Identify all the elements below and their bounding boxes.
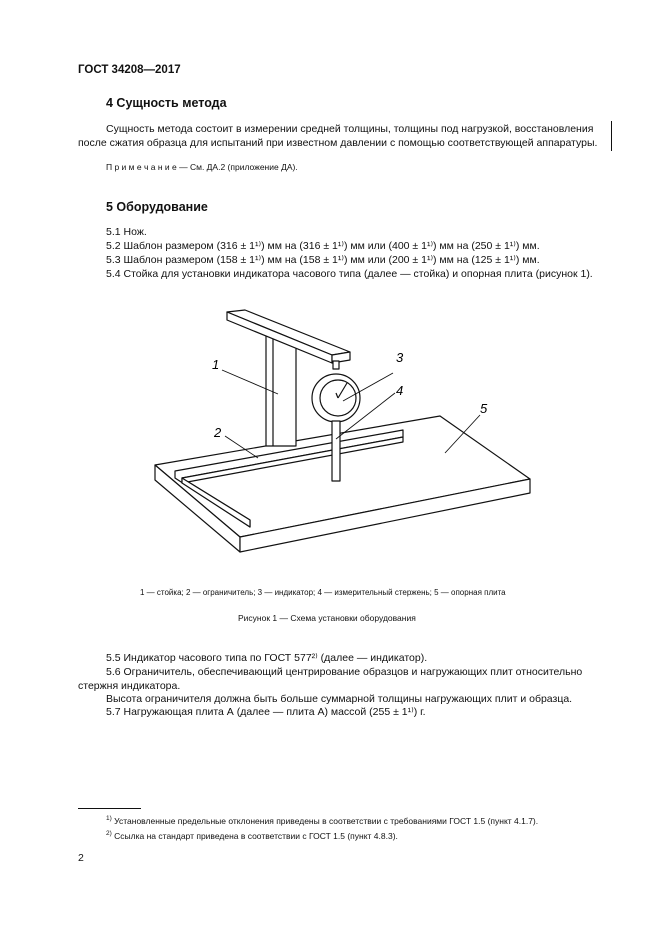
section-4-paragraph-line2: после сжатия образца для испытаний при известном давлении с помощью соответствующей аппаратуры. [78,137,598,149]
section-4-paragraph-line1: Сущность метода состоит в измерении средней толщины, толщины под нагрузкой, восстановления [106,123,594,135]
figure-1-legend: 1 — стойка; 2 — ограничитель; 3 — индикатор; 4 — измерительный стержень; 5 — опорная плита [140,588,506,597]
document-header: ГОСТ 34208—2017 [78,64,181,76]
item-5-6-line2: стержня индикатора. [78,680,181,692]
footnote-1-mark: 1) [106,815,112,822]
revision-bar [611,121,612,151]
item-5-2: 5.2 Шаблон размером (316 ± 1¹⁾) мм на (316 ± 1¹⁾) мм или (400 ± 1¹⁾) мм на (250 ± 1¹⁾) мм. [106,240,540,252]
item-5-5: 5.5 Индикатор часового типа по ГОСТ 577²⁾ (далее — индикатор). [106,652,428,664]
section-4-title: 4 Сущность метода [106,96,227,110]
item-5-4: 5.4 Стойка для установки индикатора часового типа (далее — стойка) и опорная плита (рисунок 1). [106,268,593,280]
indicator-mount [333,361,339,369]
label-5: 5 [480,401,488,416]
label-1: 1 [212,357,220,372]
item-5-6-line3: Высота ограничителя должна быть больше суммарной толщины нагружающих плит и образца. [106,693,573,705]
footnote-1-text: Установленные предельные отклонения приведены в соответствии с требованиями ГОСТ 1.5 (пункт 4.1.7). [114,815,539,826]
footnote-2 [106,830,398,841]
label-2: 2 [214,425,222,440]
item-5-3: 5.3 Шаблон размером (158 ± 1¹⁾) мм на (158 ± 1¹⁾) мм или (200 ± 1¹⁾) мм на (125 ± 1¹⁾) мм. [106,254,540,266]
label-4: 4 [396,383,404,398]
label-3: 3 [396,350,404,365]
item-5-1: 5.1 Нож. [106,226,147,238]
item-5-7: 5.7 Нагружающая плита А (далее — плита А) массой (255 ± 1¹⁾) г. [106,706,426,718]
measuring-rod [332,421,340,481]
page-number: 2 [78,852,84,864]
footnote-2-text: Ссылка на стандарт приведена в соответствии с ГОСТ 1.5 (пункт 4.8.3). [114,830,398,841]
section-4-note: П р и м е ч а н и е — См. ДА.2 (приложение ДА). [106,162,298,172]
section-5-title: 5 Оборудование [106,200,208,214]
footnote-1 [106,815,538,826]
footnote-rule [78,808,141,809]
item-5-6-line1: 5.6 Ограничитель, обеспечивающий центрирование образцов и нагружающих плит относительно [106,666,583,678]
figure-1-caption: Рисунок 1 — Схема установки оборудования [238,613,416,623]
figure-1-diagram [150,297,540,567]
footnote-2-mark: 2) [106,830,112,837]
stand-post [266,334,296,446]
